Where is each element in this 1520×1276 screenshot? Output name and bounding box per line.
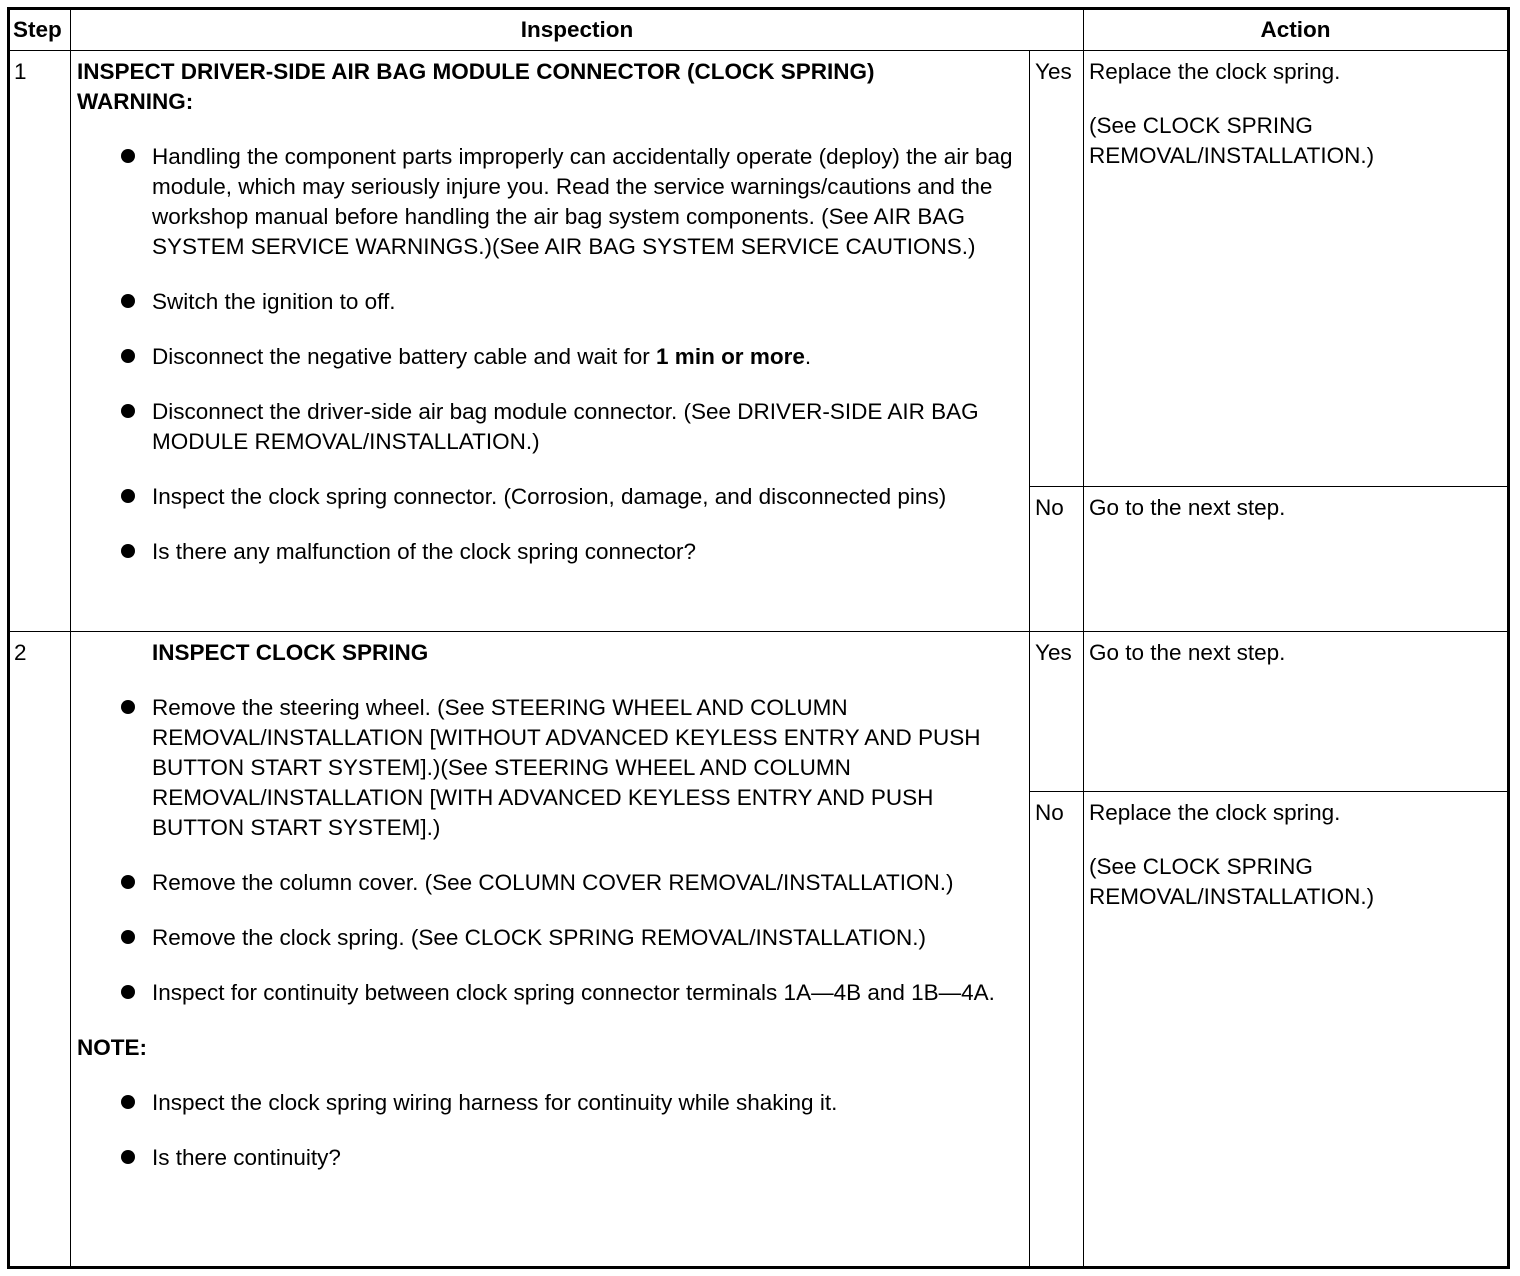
bullet-icon [121, 149, 135, 163]
warning-label: WARNING: [77, 89, 194, 114]
bullet-icon [121, 930, 135, 944]
list-item: Remove the column cover. (See COLUMN COVER REMOVAL/INSTALLATION.) [77, 868, 1021, 898]
bullet-icon [121, 294, 135, 308]
list-item: Remove the steering wheel. (See STEERING WHEEL AND COLUMN REMOVAL/INSTALLATION [WITHOUT ADVANCED KEYLESS ENTRY AND PUSH BUTTON START SYSTEM].)(See STEERING WHEEL AND COLUMN REMOVAL/INSTALLATION [WITH ADVANCED KEYLESS ENTRY AND PUSH BUTTON START SYSTEM].) [77, 693, 1021, 843]
list-item: Is there continuity? [77, 1143, 1021, 1173]
step-2-inspection [71, 632, 1030, 1268]
bullet-list [77, 142, 1021, 567]
step-title: INSPECT DRIVER-SIDE AIR BAG MODULE CONNECTOR (CLOCK SPRING) [77, 59, 875, 84]
yes-action: Go to the next step. [1084, 632, 1509, 792]
list-item: Inspect for continuity between clock spring connector terminals 1A—4B and 1B—4A. [77, 978, 1021, 1008]
bullet-icon [121, 875, 135, 889]
no-action: Go to the next step. [1084, 487, 1509, 632]
step-number: 2 [9, 632, 71, 1268]
yes-label: Yes [1030, 632, 1084, 792]
list-item: Handling the component parts improperly can accidentally operate (deploy) the air bag module, which may seriously injure you. Read the service warnings/cautions and the workshop manual before handling the air bag system components. (See AIR BAG SYSTEM SERVICE WARNINGS.)(See AIR BAG SYSTEM SERVICE CAUTIONS.) [77, 142, 1021, 262]
header-action: Action [1084, 9, 1509, 51]
bullet-icon [121, 544, 135, 558]
header-inspection: Inspection [71, 9, 1084, 51]
wait-time: 1 min or more [656, 344, 805, 369]
list-item: Remove the clock spring. (See CLOCK SPRING REMOVAL/INSTALLATION.) [77, 923, 1021, 953]
list-item: Inspect the clock spring connector. (Corrosion, damage, and disconnected pins) [77, 482, 1021, 512]
list-item: Disconnect the driver-side air bag module connector. (See DRIVER-SIDE AIR BAG MODULE REMOVAL/INSTALLATION.) [77, 397, 1021, 457]
bullet-icon [121, 349, 135, 363]
step-title: INSPECT CLOCK SPRING [152, 640, 429, 665]
step-1-inspection [71, 51, 1030, 632]
no-action: Replace the clock spring. (See CLOCK SPRING REMOVAL/INSTALLATION.) [1084, 792, 1509, 1268]
diagnostic-procedure-table [7, 7, 1510, 1269]
note-label: NOTE: [77, 1035, 147, 1060]
bullet-list [77, 693, 1021, 1008]
no-label: No [1030, 487, 1084, 632]
header-step: Step [9, 9, 71, 51]
step-number: 1 [9, 51, 71, 632]
no-label: No [1030, 792, 1084, 1268]
bullet-icon [121, 985, 135, 999]
step-1-yes-row [9, 51, 1509, 487]
bullet-icon [121, 1095, 135, 1109]
bullet-icon [121, 489, 135, 503]
step-2-yes-row [9, 632, 1509, 792]
header-row [9, 9, 1509, 51]
list-item: Is there any malfunction of the clock spring connector? [77, 537, 1021, 567]
list-item: Switch the ignition to off. [77, 287, 1021, 317]
yes-action: Replace the clock spring. (See CLOCK SPRING REMOVAL/INSTALLATION.) [1084, 51, 1509, 487]
list-item: Disconnect the negative battery cable and wait for 1 min or more. [77, 342, 1021, 372]
yes-label: Yes [1030, 51, 1084, 487]
bullet-icon [121, 1150, 135, 1164]
note-bullet-list [77, 1088, 1021, 1173]
bullet-icon [121, 404, 135, 418]
bullet-icon [121, 700, 135, 714]
list-item: Inspect the clock spring wiring harness for continuity while shaking it. [77, 1088, 1021, 1118]
